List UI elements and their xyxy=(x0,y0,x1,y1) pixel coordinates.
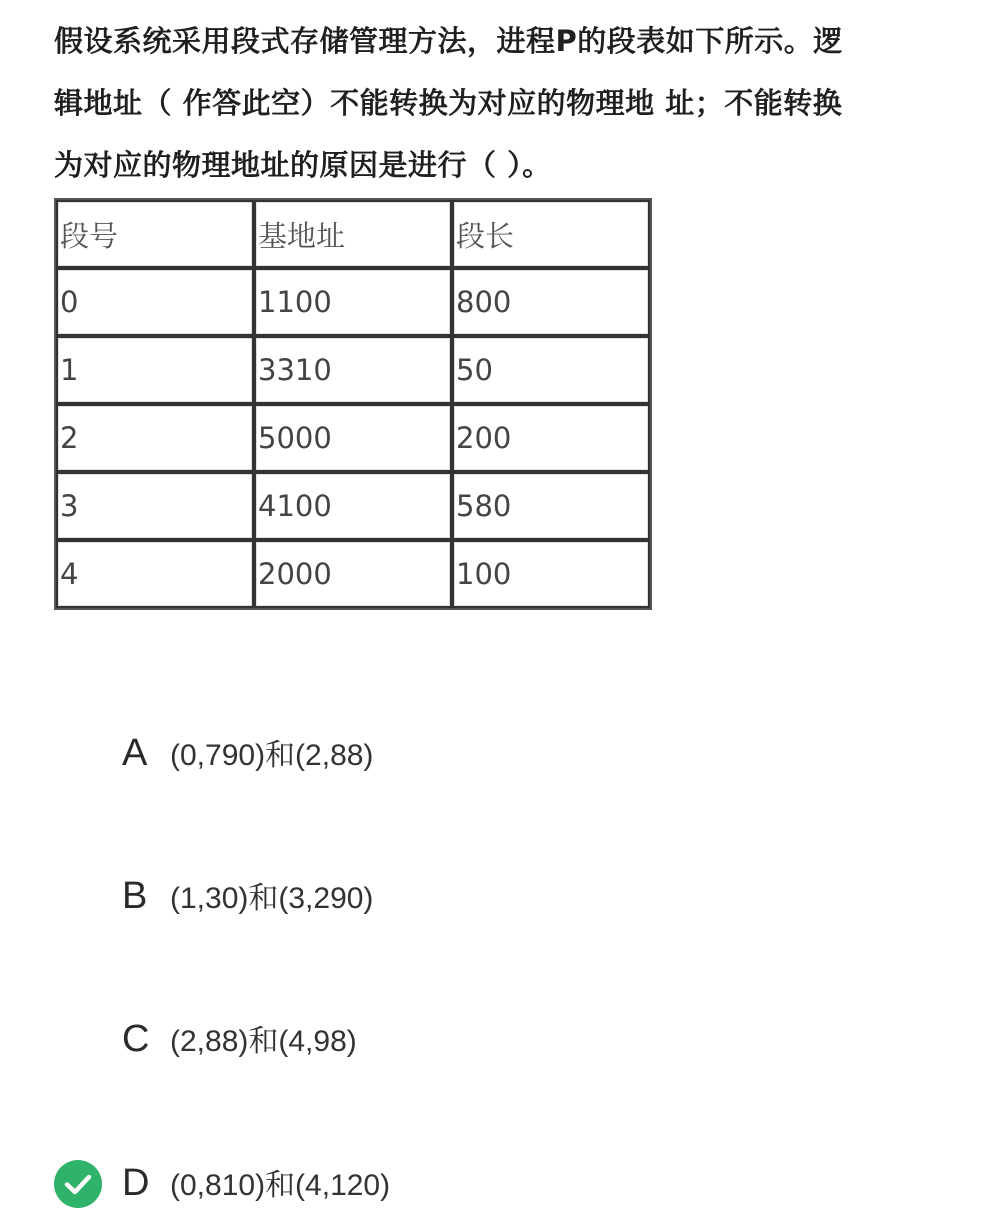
table-row xyxy=(56,404,650,472)
option-text: (1,30)和(3,290) xyxy=(170,882,374,915)
option-letter: A xyxy=(122,732,148,774)
cell-base-address: 2000 xyxy=(254,540,452,608)
cell-base-address: 1100 xyxy=(254,268,452,336)
option-letter: D xyxy=(122,1162,150,1204)
cell-segment-length: 100 xyxy=(452,540,650,608)
question-text xyxy=(54,10,934,196)
option-letter: B xyxy=(122,875,148,917)
cell-segment-number: 1 xyxy=(56,336,254,404)
table-row xyxy=(56,268,650,336)
option-text: (0,810)和(4,120) xyxy=(170,1169,391,1202)
table-row xyxy=(56,472,650,540)
cell-segment-number: 2 xyxy=(56,404,254,472)
cell-base-address: 3310 xyxy=(254,336,452,404)
check-circle-icon xyxy=(54,1160,102,1208)
cell-segment-length: 580 xyxy=(452,472,650,540)
checkmark-icon xyxy=(54,1160,102,1208)
option-a[interactable] xyxy=(0,724,982,784)
header-segment-length: 段长 xyxy=(452,200,650,268)
cell-segment-number: 4 xyxy=(56,540,254,608)
question-line-3: 为对应的物理地址的原因是进行（ ）。 xyxy=(54,148,552,182)
header-segment-number: 段号 xyxy=(56,200,254,268)
cell-segment-length: 50 xyxy=(452,336,650,404)
table-row xyxy=(56,540,650,608)
option-text: (2,88)和(4,98) xyxy=(170,1025,357,1058)
cell-segment-length: 800 xyxy=(452,268,650,336)
question-line-2: 辑地址（ 作答此空）不能转换为对应的物理地 址；不能转换 xyxy=(54,86,843,120)
option-text: (0,790)和(2,88) xyxy=(170,739,374,772)
option-c[interactable] xyxy=(0,1010,982,1070)
question-line-1: 假设系统采用段式存储管理方法，进程P的段表如下所示。逻 xyxy=(54,24,843,58)
table-header-row xyxy=(56,200,650,268)
cell-segment-number: 3 xyxy=(56,472,254,540)
cell-segment-number: 0 xyxy=(56,268,254,336)
cell-base-address: 5000 xyxy=(254,404,452,472)
option-letter: C xyxy=(122,1018,150,1060)
cell-base-address: 4100 xyxy=(254,472,452,540)
header-base-address: 基地址 xyxy=(254,200,452,268)
cell-segment-length: 200 xyxy=(452,404,650,472)
option-b[interactable] xyxy=(0,867,982,927)
option-d[interactable] xyxy=(0,1154,982,1214)
segment-table xyxy=(54,198,652,610)
table-row xyxy=(56,336,650,404)
